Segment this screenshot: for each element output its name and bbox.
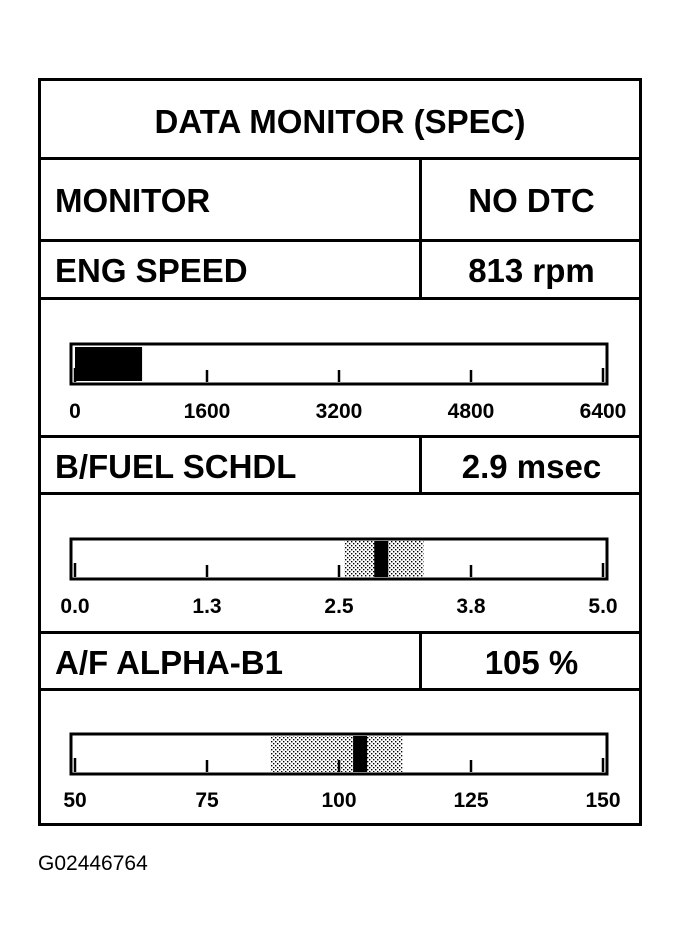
fuel-schedule-row [41, 438, 639, 495]
figure-code: G02446764 [38, 852, 148, 875]
eng-speed-label: ENG SPEED [55, 252, 248, 289]
af-alpha-marker [353, 736, 367, 772]
fuel-schedule-gauge [41, 495, 639, 631]
fuel-schedule-tick-label: 0.0 [60, 595, 90, 618]
eng-speed-tick-label: 3200 [315, 400, 363, 423]
fuel-schedule-marker [374, 541, 388, 577]
fuel-schedule-gauge-row [41, 495, 639, 634]
af-alpha-row [41, 634, 639, 691]
af-alpha-tick-label: 50 [63, 789, 87, 812]
monitor-value: NO DTC [468, 182, 595, 219]
af-alpha-spec-range [270, 736, 402, 772]
fuel-schedule-tick-label: 1.3 [192, 595, 222, 618]
monitor-row [41, 160, 639, 242]
af-alpha-tick-label: 75 [195, 789, 219, 812]
eng-speed-value: 813 rpm [468, 252, 595, 289]
fuel-schedule-label: B/FUEL SCHDL [55, 448, 297, 485]
eng-speed-tick-label: 1600 [183, 400, 231, 423]
fuel-schedule-value: 2.9 msec [461, 448, 602, 485]
af-alpha-tick-label: 150 [585, 789, 621, 812]
af-alpha-label: A/F ALPHA-B1 [55, 644, 283, 681]
data-monitor-panel [38, 78, 642, 826]
eng-speed-tick-label: 6400 [579, 400, 627, 423]
af-alpha-value: 105 % [484, 644, 579, 681]
eng-speed-row [41, 242, 639, 300]
fuel-schedule-tick-label: 2.5 [324, 595, 354, 618]
eng-speed-tick-label: 4800 [447, 400, 495, 423]
eng-speed-fill [75, 347, 142, 381]
fuel-schedule-tick-label: 3.8 [456, 595, 486, 618]
eng-speed-gauge [41, 300, 639, 435]
af-alpha-gauge [41, 691, 639, 823]
af-alpha-tick-label: 100 [321, 789, 357, 812]
af-alpha-gauge-row [41, 691, 639, 823]
fuel-schedule-tick-label: 5.0 [588, 595, 618, 618]
af-alpha-tick-label: 125 [453, 789, 489, 812]
panel-title: DATA MONITOR (SPEC) [154, 103, 526, 140]
monitor-label: MONITOR [55, 182, 211, 219]
eng-speed-tick-label: 0 [69, 400, 81, 423]
title-row [41, 81, 639, 160]
eng-speed-gauge-row [41, 300, 639, 438]
